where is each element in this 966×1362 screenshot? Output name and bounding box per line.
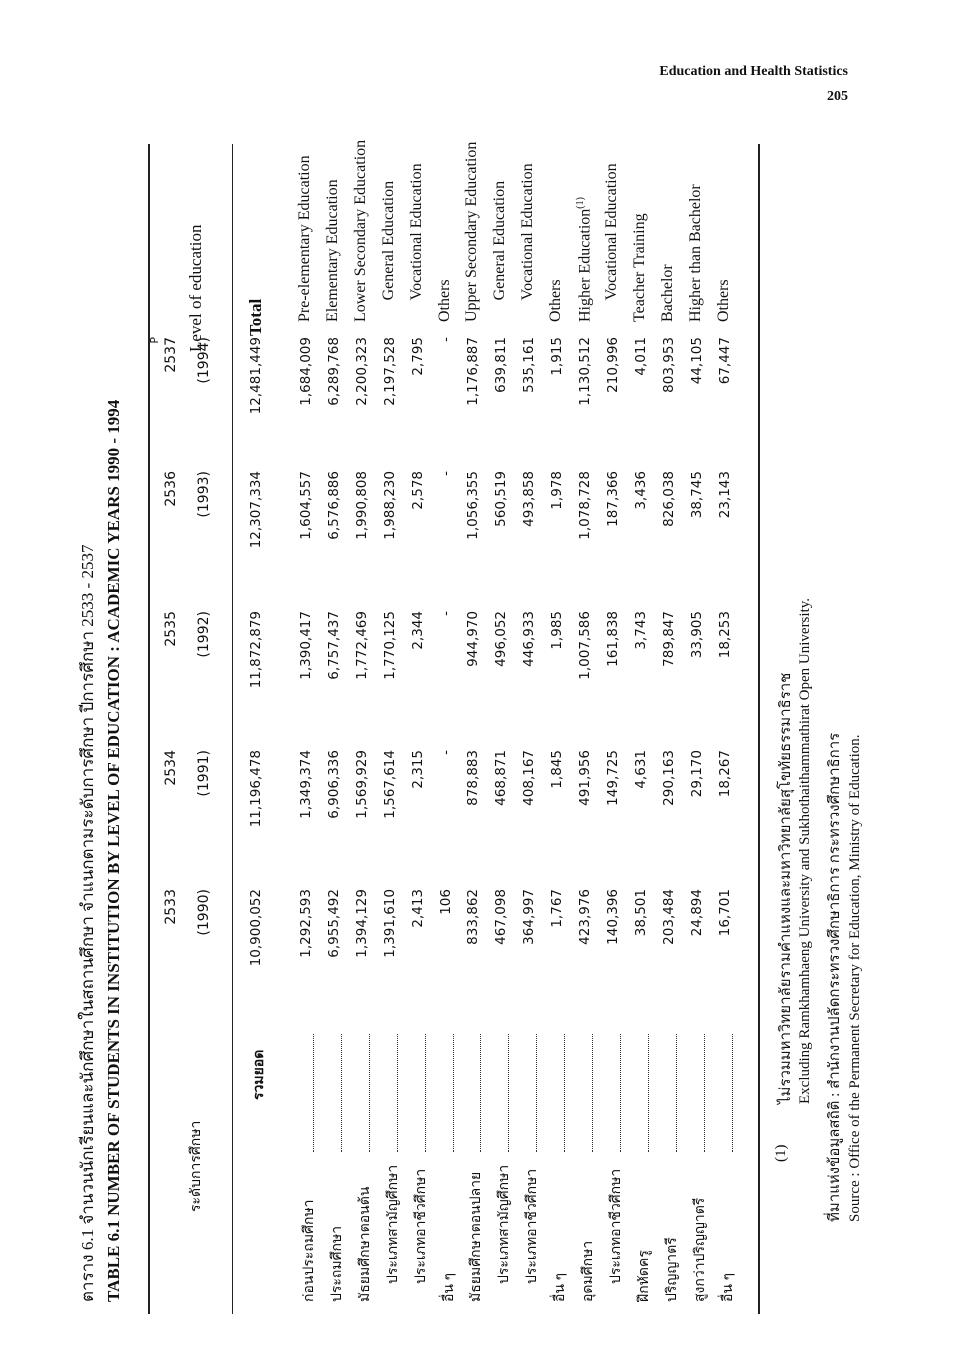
year-be: 2533 bbox=[163, 889, 179, 925]
table-cell: 16,701 bbox=[716, 889, 733, 937]
row-label-english: Bachelor bbox=[658, 264, 676, 322]
row-label-thai: ประถมศึกษา bbox=[329, 1225, 345, 1302]
row-label-thai: ฝึกหัดครู bbox=[636, 1250, 652, 1302]
table-cell: 2,413 bbox=[409, 889, 426, 928]
table-cell: 1,176,887 bbox=[465, 337, 482, 406]
table-cell: 560,519 bbox=[493, 471, 510, 527]
table-cell: 1,349,374 bbox=[298, 750, 314, 819]
row-label-thai: ประเภทสามัญศึกษา bbox=[385, 1164, 401, 1284]
table-cell: 6,576,886 bbox=[325, 471, 342, 540]
table-cell: 3,436 bbox=[632, 471, 649, 510]
title-english: TABLE 6.1 NUMBER OF STUDENTS IN INSTITUTION BY LEVEL OF EDUCATION : ACADEMIC YEARS 1990 - 1994 bbox=[104, 399, 123, 1302]
table-cell: 2,344 bbox=[409, 611, 426, 650]
table-cell: 140,396 bbox=[604, 889, 621, 945]
total-cell: 10,900,052 bbox=[248, 889, 264, 967]
row-label-thai: มัธยมศึกษาตอนปลาย bbox=[469, 1171, 485, 1302]
total-thai: รวมยอด bbox=[252, 1049, 267, 1100]
total-cell: 11,196,478 bbox=[248, 750, 264, 828]
leader-dots bbox=[676, 1034, 677, 1152]
footnote-ref: (1) bbox=[575, 197, 586, 209]
leader-dots bbox=[480, 1034, 481, 1152]
table-cell: 2,315 bbox=[409, 750, 426, 789]
table-header-rule bbox=[232, 144, 233, 1314]
table-cell: 1,567,614 bbox=[381, 750, 398, 819]
table-cell: 38,745 bbox=[688, 471, 705, 519]
table-cell: 1,988,230 bbox=[381, 471, 398, 540]
table-cell: 4,631 bbox=[632, 750, 649, 789]
row-label-thai: ก่อนประถมศึกษา bbox=[302, 1199, 317, 1302]
leader-dots bbox=[732, 1034, 733, 1152]
table-cell: 364,997 bbox=[521, 889, 538, 945]
table-cell: 1,078,728 bbox=[577, 471, 593, 540]
table-cell: 2,795 bbox=[409, 337, 426, 376]
row-label-english: Others bbox=[435, 279, 453, 322]
leader-dots bbox=[620, 1034, 621, 1152]
table-cell: 6,955,492 bbox=[325, 889, 342, 958]
table-cell: 203,484 bbox=[660, 889, 677, 945]
table-cell: 1,604,557 bbox=[298, 471, 314, 540]
table-cell: 944,970 bbox=[465, 611, 482, 667]
row-label-thai: อื่น ๆ bbox=[553, 1273, 569, 1302]
leader-dots bbox=[397, 1034, 398, 1152]
row-label-english: Vocational Education bbox=[407, 163, 425, 301]
table-cell: 408,167 bbox=[521, 750, 538, 806]
table-cell: 789,847 bbox=[660, 611, 677, 667]
table-cell: 18,253 bbox=[716, 611, 733, 659]
table-cell: 446,933 bbox=[521, 611, 538, 667]
row-label-english: General Education bbox=[379, 180, 397, 301]
table-cell: 878,883 bbox=[465, 750, 482, 806]
row-label-english: Elementary Education bbox=[323, 179, 341, 322]
section-header: Education and Health Statistics bbox=[659, 64, 848, 79]
footnote-english: Excluding Ramkhamhaeng University and Sukhothaithammathirat Open University. bbox=[797, 597, 813, 1104]
table-cell: 2,578 bbox=[409, 471, 426, 510]
row-label-english: Upper Secondary Education bbox=[463, 141, 481, 322]
table-cell: 6,757,437 bbox=[325, 611, 342, 680]
table-cell: 106 bbox=[437, 889, 454, 915]
leader-dots bbox=[313, 1034, 314, 1152]
page-number: 205 bbox=[827, 89, 848, 104]
table-cell: 1,845 bbox=[549, 750, 566, 789]
table-cell: 33,905 bbox=[688, 611, 705, 659]
year-be: 2534 bbox=[163, 750, 179, 786]
table-cell: 1,569,929 bbox=[353, 750, 370, 819]
table-cell: 161,838 bbox=[604, 611, 621, 667]
table-cell: 1,770,125 bbox=[381, 611, 398, 680]
row-label-english: Higher than Bachelor bbox=[686, 184, 704, 322]
row-label-english: General Education bbox=[491, 180, 509, 301]
row-label-thai: ประเภทอาชีวศึกษา bbox=[608, 1168, 624, 1284]
english-column-header: Level of education bbox=[186, 224, 205, 352]
year-ce: (1991) bbox=[196, 750, 212, 797]
year-ce: (1993) bbox=[196, 471, 212, 518]
table-cell: 833,862 bbox=[465, 889, 482, 945]
table-cell: 3,743 bbox=[632, 611, 649, 650]
table-cell: 467,098 bbox=[493, 889, 510, 945]
table-cell: 1,390,417 bbox=[298, 611, 314, 680]
table-cell: 4,011 bbox=[632, 337, 649, 376]
leader-dots bbox=[369, 1034, 370, 1152]
year-ce: (1994) bbox=[196, 337, 212, 384]
thai-column-header: ระดับการศึกษา bbox=[189, 1120, 204, 1212]
table-cell: 468,871 bbox=[493, 750, 510, 806]
table-bottom-rule bbox=[758, 144, 760, 1314]
table-cell: 38,501 bbox=[632, 889, 649, 937]
table-cell: 44,105 bbox=[688, 337, 705, 385]
table-cell: 1,056,355 bbox=[465, 471, 482, 540]
table-cell: 493,858 bbox=[521, 471, 538, 527]
year-ce: (1992) bbox=[196, 611, 212, 658]
footnote-marker: (1) bbox=[773, 1144, 789, 1162]
table-cell: 1,990,808 bbox=[353, 471, 370, 540]
table-cell: - bbox=[437, 750, 454, 755]
table-top-rule bbox=[148, 144, 150, 1314]
table-cell: 639,811 bbox=[493, 337, 510, 393]
table-cell: 826,038 bbox=[660, 471, 677, 527]
title-thai: ตาราง 6.1 จำนวนนักเรียนและนักศึกษาในสถานศึกษา จำแนกตามระดับการศึกษา ปีการศึกษา 2533 - 2537 bbox=[78, 544, 97, 1302]
row-label-english: Higher Education$^{(1)}$ bbox=[575, 197, 594, 322]
total-cell: 12,307,334 bbox=[248, 471, 264, 549]
total-cell: 11,872,879 bbox=[248, 611, 264, 689]
leader-dots bbox=[341, 1034, 342, 1152]
table-cell: 149,725 bbox=[604, 750, 621, 806]
row-label-english: Lower Secondary Education bbox=[351, 139, 369, 322]
row-label-english: Pre-elementary Education bbox=[296, 155, 313, 322]
footnote-thai: ไม่รวมมหาวิทยาลัยรามคำแหงและมหาวิทยาลัยสุโขทัยธรรมาธิราช bbox=[778, 672, 794, 1104]
row-label-english: Others bbox=[547, 279, 565, 322]
leader-dots bbox=[508, 1034, 509, 1152]
table-cell: 18,267 bbox=[716, 750, 733, 798]
table-cell: 67,447 bbox=[716, 337, 733, 385]
table-cell: 6,906,336 bbox=[325, 750, 342, 819]
table-cell: - bbox=[437, 337, 454, 342]
table-cell: 1,007,586 bbox=[577, 611, 593, 680]
row-label-thai: อุดมศึกษา bbox=[581, 1240, 596, 1302]
table-cell: 1,772,469 bbox=[353, 611, 370, 680]
table-cell: - bbox=[437, 611, 454, 616]
table-cell: 1,985 bbox=[549, 611, 566, 650]
leader-dots bbox=[648, 1034, 649, 1152]
table-cell: 1,915 bbox=[549, 337, 566, 376]
row-label-thai: ประเภทสามัญศึกษา bbox=[497, 1164, 513, 1284]
total-cell: 12,481,449 bbox=[248, 337, 264, 415]
table-cell: 535,161 bbox=[521, 337, 538, 393]
table-cell: 2,200,323 bbox=[353, 337, 370, 406]
table-cell: 1,292,593 bbox=[298, 889, 314, 958]
leader-dots bbox=[704, 1034, 705, 1152]
table-cell: 491,956 bbox=[577, 750, 593, 806]
row-label-english: Teacher Training bbox=[630, 213, 648, 322]
row-label-english: Vocational Education bbox=[519, 163, 537, 301]
year-ce: (1990) bbox=[196, 889, 212, 936]
leader-dots bbox=[453, 1034, 454, 1152]
leader-dots bbox=[592, 1034, 593, 1152]
leader-dots bbox=[564, 1034, 565, 1152]
year-be: 2535 bbox=[163, 611, 179, 647]
table-cell: 1,130,512 bbox=[577, 337, 593, 406]
year-be: 2536 bbox=[163, 471, 179, 507]
year-be: 2537 bbox=[163, 337, 179, 373]
row-label-english: Others bbox=[714, 279, 732, 322]
table-cell: 1,391,610 bbox=[381, 889, 398, 958]
table-cell: 290,163 bbox=[660, 750, 677, 806]
row-label-english: Vocational Education bbox=[602, 163, 620, 301]
source-english: Source : Office of the Permanent Secretary for Education, Ministry of Education. bbox=[847, 734, 863, 1222]
row-label-thai: ประเภทอาชีวศึกษา bbox=[413, 1168, 429, 1284]
row-label-thai: ปริญญาตรี bbox=[664, 1237, 680, 1302]
table-cell: 24,894 bbox=[688, 889, 705, 937]
row-label-thai: สูงกว่าปริญญาตรี bbox=[692, 1197, 708, 1302]
table-cell: 210,996 bbox=[604, 337, 621, 393]
table-cell: 496,052 bbox=[493, 611, 510, 667]
table-cell: 1,684,009 bbox=[298, 337, 314, 406]
table-cell: - bbox=[437, 471, 454, 476]
table-cell: 187,366 bbox=[604, 471, 621, 527]
row-label-thai: อื่น ๆ bbox=[720, 1273, 736, 1302]
table-cell: 23,143 bbox=[716, 471, 733, 519]
total-english: Total bbox=[246, 298, 265, 336]
row-label-thai: มัธยมศึกษาตอนต้น bbox=[357, 1186, 373, 1302]
source-thai: ที่มาแห่งข้อมูลสถิติ : สำนักงานปลัดกระทรวงศึกษาธิการ กระทรวงศึกษาธิการ bbox=[827, 732, 843, 1222]
row-label-thai: อื่น ๆ bbox=[441, 1273, 457, 1302]
table-cell: 6,289,768 bbox=[325, 337, 342, 406]
table-cell: 2,197,528 bbox=[381, 337, 398, 406]
leader-dots bbox=[425, 1034, 426, 1152]
leader-dots bbox=[536, 1034, 537, 1152]
table-cell: 29,170 bbox=[688, 750, 705, 798]
row-label-thai: ประเภทอาชีวศึกษา bbox=[525, 1168, 541, 1284]
table-cell: 1,394,129 bbox=[353, 889, 370, 958]
table-cell: 1,978 bbox=[549, 471, 566, 510]
table-cell: 803,953 bbox=[660, 337, 677, 393]
table-cell: 1,767 bbox=[549, 889, 566, 928]
preliminary-mark: P bbox=[148, 337, 161, 344]
table-cell: 423,976 bbox=[577, 889, 593, 945]
